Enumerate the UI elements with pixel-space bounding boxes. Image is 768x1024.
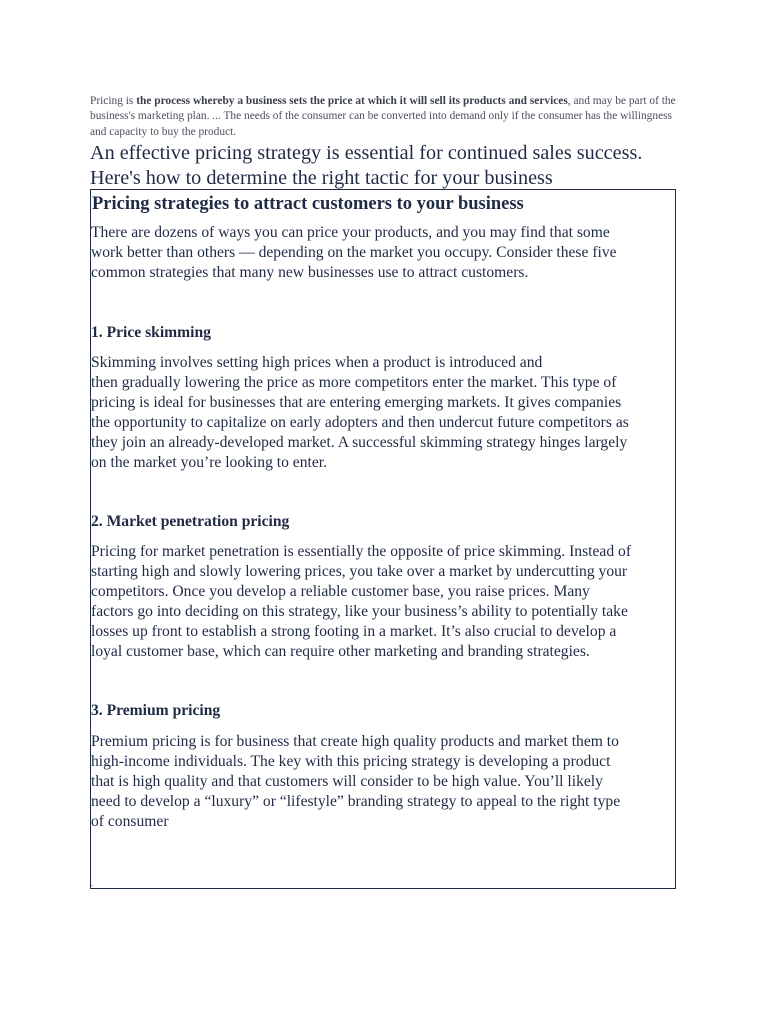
article-title: Pricing strategies to attract customers to your business xyxy=(92,194,524,214)
text-line: common strategies that many new businesses use to attract customers. xyxy=(91,264,529,281)
section-heading: 1. Price skimming xyxy=(91,324,211,341)
text-line: high-income individuals. The key with this pricing strategy is developing a product xyxy=(91,753,611,770)
text-line: then gradually lowering the price as more competitors enter the market. This type of xyxy=(91,374,617,391)
text-line: need to develop a “luxury” or “lifestyle” branding strategy to appeal to the right type xyxy=(91,793,621,810)
section-body xyxy=(91,542,683,662)
headline-line: An effective pricing strategy is essential for continued sales success. xyxy=(90,142,643,164)
text-line: work better than others — depending on the market you occupy. Consider these five xyxy=(91,244,617,261)
section-heading: 3. Premium pricing xyxy=(91,702,221,719)
article-intro xyxy=(91,223,683,283)
text-line: Pricing for market penetration is essentially the opposite of price skimming. Instead of xyxy=(91,543,632,560)
intro-definition: the process whereby a business sets the price at which it will sell its products and services xyxy=(136,95,568,107)
article-box xyxy=(90,189,676,889)
text-line: factors go into deciding on this strategy, like your business’s ability to potentially take xyxy=(91,603,628,620)
text-line: Premium pricing is for business that create high quality products and market them to xyxy=(91,733,619,750)
text-line: There are dozens of ways you can price your products, and you may find that some xyxy=(91,224,610,241)
text-line: Skimming involves setting high prices when a product is introduced and xyxy=(91,354,543,371)
text-line: losses up front to establish a strong footing in a market. It’s also crucial to develop a xyxy=(91,623,617,640)
text-line: of consumer xyxy=(91,813,169,830)
text-line: that is high quality and that customers will consider to be high value. You’ll likely xyxy=(91,773,603,790)
section-body xyxy=(91,353,683,473)
intro-prefix: Pricing is xyxy=(90,95,137,107)
text-line: the opportunity to capitalize on early adopters and then undercut future competitors as xyxy=(91,414,629,431)
section-heading: 2. Market penetration pricing xyxy=(91,513,290,530)
trailing-mark: . xyxy=(91,879,93,888)
headline-line: Here's how to determine the right tactic for your business xyxy=(90,167,553,189)
text-line: starting high and slowly lowering prices, you take over a market by undercutting your xyxy=(91,563,628,580)
headline xyxy=(90,141,690,191)
text-line: loyal customer base, which can require other marketing and branding strategies. xyxy=(91,643,590,660)
text-line: on the market you’re looking to enter. xyxy=(91,454,328,471)
intro-paragraph xyxy=(90,94,680,140)
section-body xyxy=(91,732,683,832)
intro-suffix: , and may be part of the business's marketing plan. ... The needs of the consumer can be converted into demand only if the consumer has the willingness and capacity to buy the product. xyxy=(90,95,676,138)
text-line: pricing is ideal for businesses that are entering emerging markets. It gives companies xyxy=(91,394,622,411)
text-line: they join an already-developed market. A successful skimming strategy hinges largely xyxy=(91,434,628,451)
text-line: competitors. Once you develop a reliable customer base, you raise prices. Many xyxy=(91,583,590,600)
